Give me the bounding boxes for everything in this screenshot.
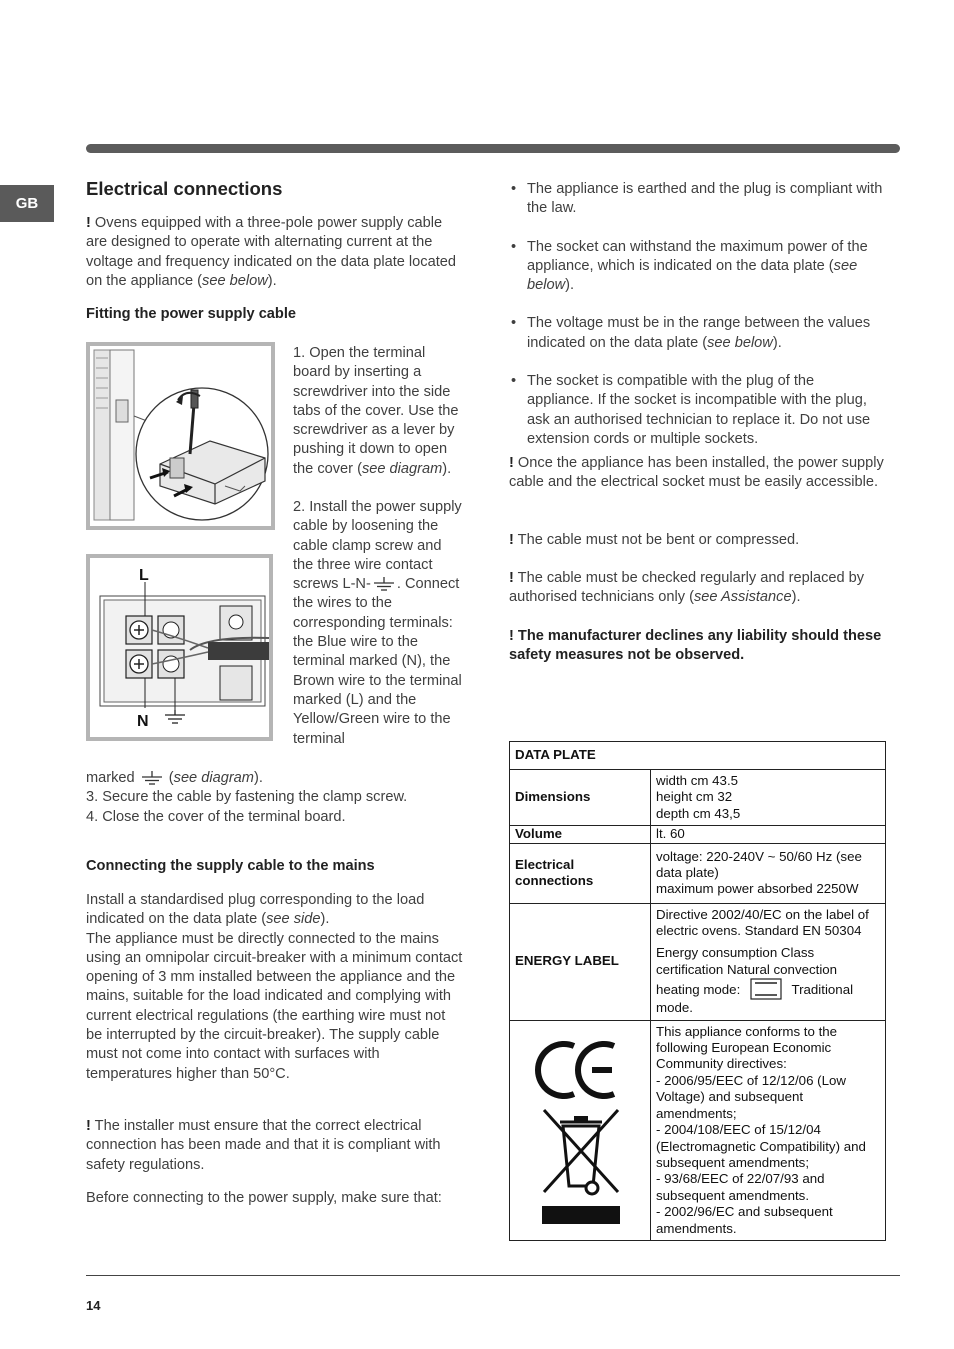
bullet-text: The socket can withstand the maximum power of the appliance, which is indicated on the data plate ( bbox=[527, 238, 868, 274]
note-text: The cable must not be bent or compressed. bbox=[513, 532, 800, 548]
marked-end: ). bbox=[253, 770, 263, 786]
volume-value: lt. 60 bbox=[651, 826, 886, 843]
table-row bbox=[510, 742, 886, 770]
terminal-cover-illustration bbox=[90, 346, 271, 526]
terminal-block-illustration bbox=[90, 558, 269, 737]
mains-paragraph bbox=[86, 891, 463, 1084]
marked-text: marked bbox=[86, 770, 139, 786]
bullet-text-end: ). bbox=[565, 277, 575, 294]
step-3: 3. Secure the cable by fastening the clamp screw. bbox=[86, 789, 408, 806]
intro-reference: see below bbox=[202, 272, 268, 289]
table-row bbox=[510, 826, 886, 843]
wiring-diagram bbox=[86, 554, 273, 741]
earth-symbol-icon bbox=[139, 771, 165, 785]
dimension-width: width cm 43.5 bbox=[656, 773, 739, 788]
note-text: Once the appliance has been installed, the power supply cable and the electrical socket must be easily accessible. bbox=[509, 455, 884, 491]
intro-paragraph bbox=[86, 214, 462, 291]
energy-class-mode: Traditional mode. bbox=[656, 982, 854, 1016]
step-4: 4. Close the cover of the terminal board. bbox=[86, 808, 346, 825]
dimensions-label: Dimensions bbox=[510, 770, 651, 826]
note-text-end: ). bbox=[791, 589, 801, 606]
list-item bbox=[509, 372, 884, 449]
table-row bbox=[510, 903, 886, 1020]
dimensions-value bbox=[651, 770, 886, 826]
fitting-heading: Fitting the power supply cable bbox=[86, 306, 297, 322]
page-number: 14 bbox=[86, 1298, 101, 1313]
installer-note bbox=[86, 1117, 462, 1175]
liability-warning: ! The manufacturer declines any liability should these safety measures not be observed. bbox=[509, 628, 882, 664]
header-rule bbox=[86, 144, 900, 153]
step-1 bbox=[293, 344, 463, 479]
step-2-text-continued: . Connect the wires to the corresponding terminals: the Blue wire to the terminal marked (N), the Brown wire to the terminal marked (L) and the Yellow/Green wire to the terminal bbox=[293, 576, 462, 747]
conformity-line: - 2004/108/EEC of 15/12/04 (Electromagnetic Compatibility) and subsequent amendments; bbox=[656, 1122, 866, 1170]
volume-label: Volume bbox=[510, 826, 651, 843]
conformity-marks bbox=[510, 1020, 651, 1240]
terminal-board-diagram bbox=[86, 342, 275, 530]
before-connecting-text: Before connecting to the power supply, make sure that: bbox=[86, 1190, 442, 1206]
dimension-depth: depth cm 43,5 bbox=[656, 805, 741, 821]
conformity-line: - 2002/96/EC and subsequent amendments. bbox=[656, 1204, 833, 1236]
step-2-part-2 bbox=[86, 769, 462, 827]
step-1-reference: see diagram bbox=[361, 460, 443, 477]
note-text: The cable must be checked regularly and replaced by authorised technicians only ( bbox=[509, 570, 865, 606]
mains-reference: see side bbox=[266, 911, 321, 928]
step-1-end: ). bbox=[442, 460, 452, 477]
energy-value bbox=[651, 903, 886, 1020]
step-2-part-1 bbox=[293, 498, 463, 749]
step-2-text: 2. Install the power supply cable by loosening the cable clamp screw and the three wire contact screws L-N- bbox=[293, 499, 462, 593]
bullet-reference: see below bbox=[707, 334, 773, 351]
conformity-text bbox=[651, 1020, 886, 1240]
intro-text: Ovens equipped with a three-pole power supply cable are designed to operate with alternating current at the voltage and frequency indicated on the data plate located on the appliance ( bbox=[86, 215, 456, 289]
exclamation-mark: ! bbox=[509, 455, 514, 471]
terminal-label-n: N bbox=[137, 713, 149, 730]
bullet-text: The appliance is earthed and the plug is compliant with the law. bbox=[527, 181, 883, 217]
bullet-text-end: ). bbox=[772, 334, 782, 351]
footer-rule bbox=[86, 1275, 900, 1276]
mains-heading: Connecting the supply cable to the mains bbox=[86, 858, 375, 874]
mains-text-1: Install a standardised plug corresponding to the load indicated on the data plate ( bbox=[86, 892, 425, 928]
language-tab-label: GB bbox=[15, 195, 39, 212]
list-item bbox=[509, 180, 884, 219]
electrical-label: Electrical connections bbox=[510, 843, 651, 903]
note-reference: see Assistance bbox=[693, 589, 792, 606]
list-item bbox=[509, 238, 884, 296]
cable-check-note bbox=[509, 569, 884, 608]
table-row bbox=[510, 770, 886, 826]
bullet-reference: see below bbox=[527, 257, 858, 294]
energy-directive: Directive 2002/40/EC on the label of electric ovens. Standard EN 50304 bbox=[656, 906, 869, 939]
earth-symbol-icon bbox=[371, 577, 397, 591]
mains-text-1-end: ). bbox=[320, 911, 330, 928]
checklist bbox=[509, 180, 884, 468]
list-item bbox=[509, 314, 884, 353]
energy-class bbox=[656, 945, 880, 1016]
exclamation-mark: ! bbox=[509, 532, 514, 548]
accessibility-note bbox=[509, 454, 884, 493]
table-row bbox=[510, 843, 886, 903]
exclamation-mark: ! bbox=[86, 1118, 91, 1134]
conformity-line: - 93/68/EEC of 22/07/93 and subsequent amendments. bbox=[656, 1171, 825, 1203]
conformity-line: This appliance conforms to the following European Economic Community directives: bbox=[656, 1023, 838, 1072]
installer-text: The installer must ensure that the correct electrical connection has been made and that it is compliant with safety regulations. bbox=[86, 1118, 441, 1173]
table-row bbox=[510, 1020, 886, 1240]
step-1-text: 1. Open the terminal board by inserting a screwdriver into the side tabs of the cover. Use the screwdriver as a lever by pushing it down to open the cover ( bbox=[293, 345, 459, 477]
exclamation-mark: ! bbox=[509, 570, 514, 586]
section-title: Electrical connections bbox=[86, 178, 283, 199]
ce-and-weee-icon bbox=[532, 1028, 628, 1228]
mains-text-2: The appliance must be directly connected to the mains using an omnipolar circuit-breaker with a minimum contact opening of 3 mm installed between the appliance and the mains, suitable for the load indicated and complying with current electrical regulations (the earthing wire must not be interrupted by the circuit-breaker). The supply cable must not come into contact with surfaces with temperatures higher than 50°C. bbox=[86, 930, 463, 1082]
data-plate-table bbox=[509, 741, 886, 1241]
language-tab bbox=[0, 185, 54, 222]
marked-paren: ( bbox=[164, 770, 174, 786]
energy-class-text: Energy consumption Class certification Natural convection heating mode: bbox=[656, 945, 838, 998]
electrical-value bbox=[651, 843, 886, 903]
exclamation-mark: ! bbox=[86, 215, 91, 231]
dimension-height: height cm 32 bbox=[656, 789, 733, 805]
electrical-power: maximum power absorbed 2250W bbox=[656, 881, 859, 897]
intro-text-end: ). bbox=[267, 272, 277, 289]
marked-reference: see diagram bbox=[173, 770, 254, 786]
terminal-label-l: L bbox=[139, 567, 149, 584]
bullet-text: The socket is compatible with the plug of the appliance. If the socket is incompatible with the plug, ask an authorised technician to replace it. Do not use extension cords or multiple sockets. bbox=[527, 373, 871, 447]
cable-bend-note bbox=[509, 531, 884, 550]
electrical-voltage: voltage: 220-240V ~ 50/60 Hz (see data plate) bbox=[656, 848, 862, 880]
energy-label: ENERGY LABEL bbox=[510, 903, 651, 1020]
data-plate-header: DATA PLATE bbox=[510, 742, 886, 770]
traditional-mode-icon bbox=[750, 978, 782, 1000]
bullet-text: The voltage must be in the range between the values indicated on the data plate ( bbox=[527, 315, 871, 351]
conformity-line: - 2006/95/EEC of 12/12/06 (Low Voltage) and subsequent amendments; bbox=[656, 1072, 846, 1121]
